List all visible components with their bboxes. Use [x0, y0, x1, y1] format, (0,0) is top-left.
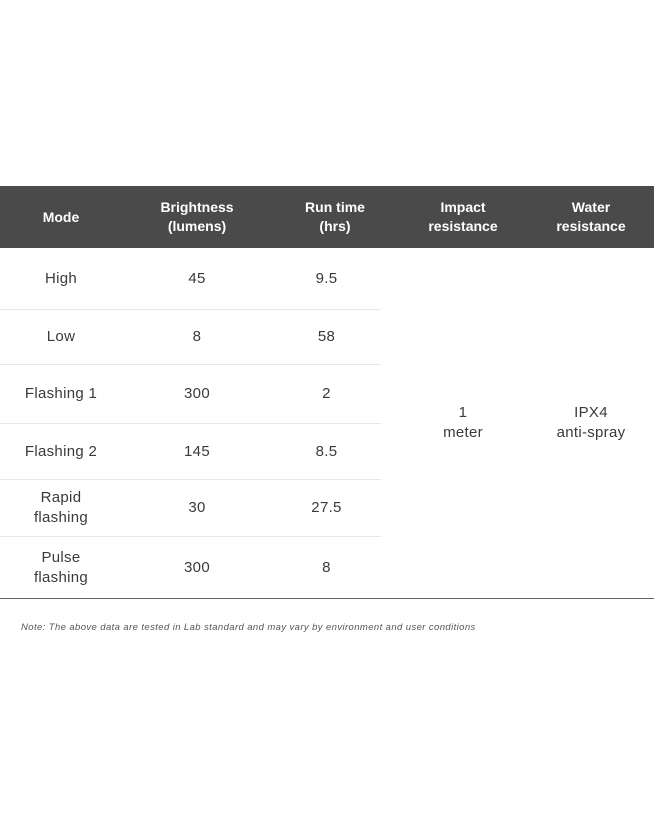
table-row	[0, 480, 381, 537]
cell-brightness: 145	[184, 442, 210, 460]
cell-run-time: 2	[322, 385, 331, 402]
table-rows	[0, 248, 381, 598]
table-row	[0, 365, 381, 424]
cell-run-time: 58	[317, 328, 336, 345]
table-row	[0, 248, 381, 310]
header-brightness: Brightness (lumens)	[160, 199, 234, 234]
table-row	[0, 310, 381, 365]
table-row	[0, 537, 381, 598]
cell-brightness: 300	[184, 558, 210, 576]
table-header	[0, 186, 654, 248]
cell-run-time: 8.5	[315, 442, 338, 460]
cell-brightness: 30	[188, 499, 206, 516]
cell-mode: High	[44, 269, 78, 287]
header-run-time: Run time (hrs)	[305, 199, 365, 234]
footnote: Note: The above data are tested in Lab standard and may vary by environment and user conditions	[21, 622, 476, 633]
cell-run-time: 8	[322, 558, 331, 576]
header-water-resistance: Water resistance	[556, 199, 626, 234]
cell-water-resistance: IPX4 anti-spray	[556, 404, 626, 441]
cell-mode: Flashing 2	[24, 442, 98, 460]
cell-run-time: 27.5	[311, 499, 342, 516]
header-mode: Mode	[42, 208, 80, 225]
cell-run-time: 9.5	[315, 269, 338, 287]
header-impact-resistance: Impact resistance	[428, 199, 498, 234]
cell-mode: Pulse flashing	[33, 548, 89, 586]
table-row	[0, 424, 381, 480]
cell-mode: Flashing 1	[24, 385, 98, 402]
spec-table	[0, 186, 654, 599]
cell-mode: Rapid flashing	[33, 489, 89, 526]
table-body	[0, 248, 654, 599]
cell-brightness: 45	[188, 269, 206, 287]
cell-impact-resistance: 1 meter	[443, 404, 483, 441]
cell-brightness: 300	[184, 385, 210, 402]
cell-mode: Low	[46, 328, 76, 345]
cell-brightness: 8	[192, 328, 202, 345]
